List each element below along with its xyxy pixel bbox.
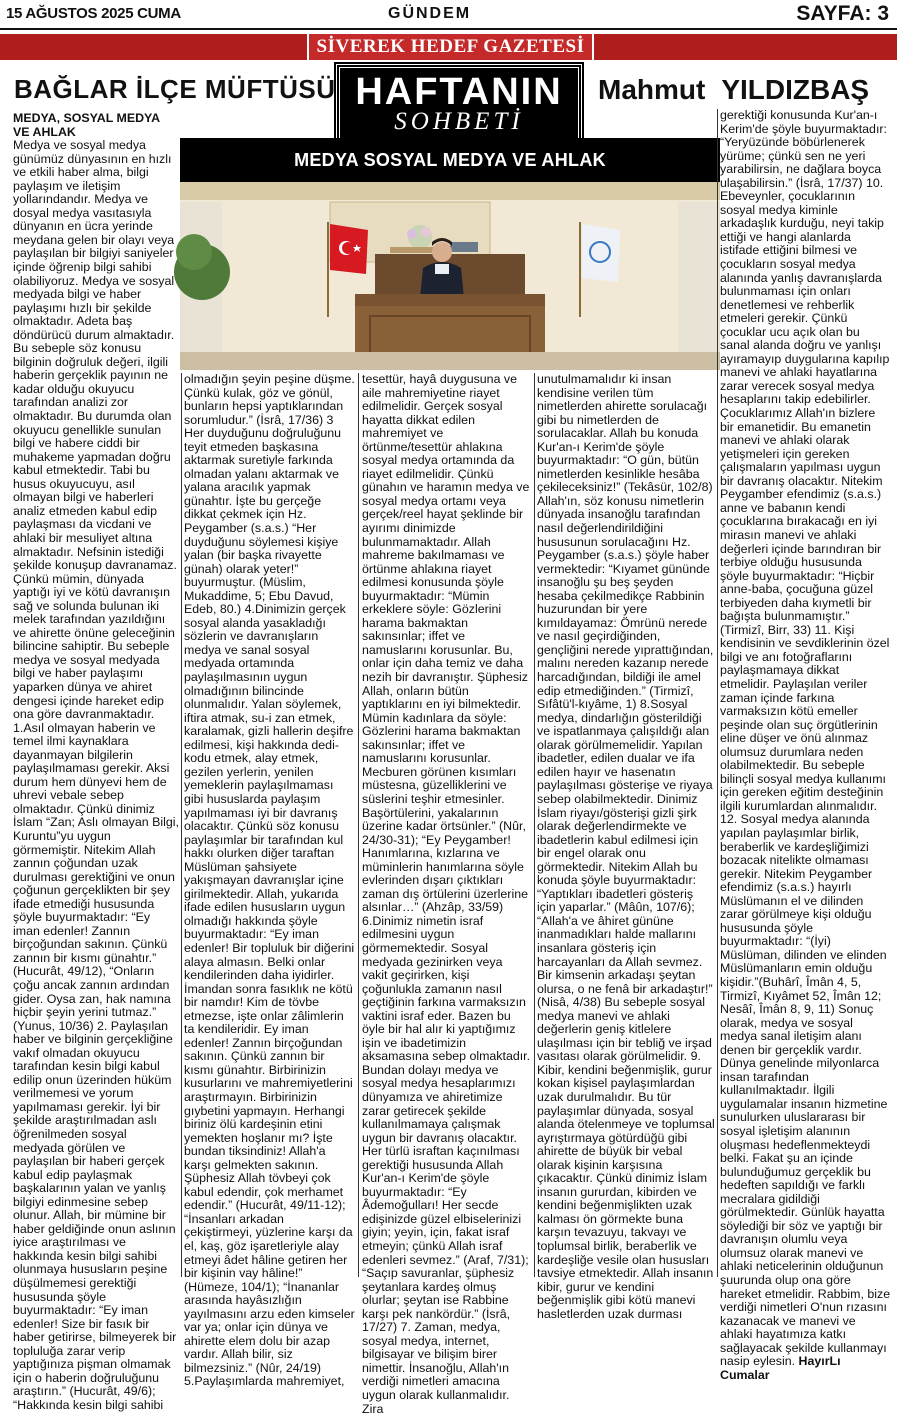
issue-date: 15 AĞUSTOS 2025 CUMA (6, 5, 181, 22)
column-divider (358, 373, 359, 1277)
page-header (0, 0, 897, 30)
article-text: Medya ve sosyal medya günümüz dünyasının en hızlı ve etkili haber alma, bilgi paylaşım ve iletişim yollarındandır. Medya ve dosyal medya vasıtasıyla dünyanın en ücra yerinde meydana gelen bir olayı veya paylaşılan bir bilgiyi saniyeler içinde öğrenip bilgi sahibi olabiliyoruz. Medya ve sosyal medyada bilgi ve haber paylaşımı hızlı bir şekilde olmaktadır. Adeta baş döndürücü durum almaktadır. Bu sebeple söz konusu bilginin doğruluk değeri, ilgili haberin gerçeklik payının ne kadar olduğu okuyucu tarafından analizi zor olmaktadır. Bu durumda olan okuyucu genellikle sunulan bilgi ve habere ciddi bir muhakeme yapmadan doğru kabul etmektedir. Tabi bu husus okuyucuyu, asıl olmayan bilgi ve haberleri analiz etmeden kabul edip paylaşması da vicdani ve ahlaki bir mesuliyet altına almaktadır. Nefsinin istediği şekilde konuşup davranamaz. Çünkü mümin, dünyada yaptığı iyi ve kötü davranışın sağ ve solunda bulunan iki melek tarafından yazıldığını ve ahirette önüne geleceğinin bilincine sahiptir. Bu sebeple medya ve sosyal medyada bilgi ve haber paylaşımı yaparken dünya ve ahiret dengesi içinde hareket edip ona göre davranmaktadır. 1.Asıl olmayan haberin ve temel ilmi kaynaklara dayanmayan bilgilerin paylaşılmaması gerekir. Aksi durum hem dünyevi hem de uhrevi vebale sebep olmaktadır. Çünkü dinimiz İslam “Zan; Aslı olmayan Bilgi, Kuruntu”yu uygun görmemiştir. Nitekim Allah zannın çoğundan uzak durulması gerektiğini ve onun çoğunun gerçeklikten bir şey ifade etmediği hususunda şöyle buyurmaktadır: “Ey iman edenler! Zannın birçoğundan sakının. Çünkü zannın bir kısmı günahtır.” (Hucurât, 49/12), “Onların çoğu ancak zannın ardından gider. Oysa zan, hak namına hiçbir şeyin yerini tutmaz.” (Yunus, 10/36) 2. Paylaşılan haber ve bilginin gerçekliğine vakıf olmadan okuyucu tarafından kesin bilgi kabul edilip onun üzerinden hüküm verilmemesi ve yorum yapılmaması gerekir. İyi bir şekilde araştırılmadan aslı öğrenilmeden sosyal medyada görülen ve paylaşılan bir haberi gerçek kabul edip paylaşmak başkalarının yalan ve yanlış bilgiyi edinmesine sebep olunur. Allah, bir mümine bir haber geldiğinde onun aslının iyice araştırılması ve hakkında kesin bilgi sahibi olunmaya hususların peşine düşülmemesi gerektiği hususunda şöyle buyurmaktadır: “Ey iman edenler! Size bir fasık bir haber getirirse, bilmeyerek bir topluluğa zarar verip yaptığınıza pişman olmamak için o haberin doğruluğunu araştırın.” (Hucurât, 49/6); “Hakkında kesin bilgi sahibi (13, 138, 179, 1412)
newspaper-banner (0, 34, 897, 60)
article-column-4 (537, 372, 715, 1321)
article-text: unutulmamalıdır ki insan kendisine verilen tüm nimetlerden ahirette sorulacağı gibi bu nimetlerden de sorulacaklar. Allah bu konuda Kur'an-ı Kerim'de şöyle buyurmaktadır: “O gün, bütün nimetlerden kesinlikle hesâba çekileceksiniz!” (Tekâsür, 102/8) Allah'ın, söz konusu nimetlerin dünyada insanoğlu tarafından nasıl değerlendirildiğini hususunun sorulacağını Hz. Peygamber (s.a.s.) şöyle haber vermektedir: “Kıyamet gününde insanoğlu şu beş şeyden hesaba çekilmedikçe Rabbinin huzurundan bir yere kımıldayamaz: Ömrünü nerede ve nasıl geçirdiğinden, gençliğini nerede yıprattığından, malını nereden kazanıp nerede harcadığından, bildiği ile amel edip etmediğinden.” (Tirmizî, Sıfâtü'l-kıyâme, 1) 8.Sosyal medya, dindarlığın gösterildiği ve ispatlanmaya çalışıldığı alan olarak görülmemelidir. Yapılan ibadetler, edilen dualar ve ifa edilen hayır ve hasenatın paylaşılması gösterişe ve riyaya sebep olabilmektedir. Dinimiz İslam riyayı/gösterişi gizli şirk olarak değerlendirmekte ve ibadetlerin kabul edilmesi için bir engel olarak onu görmektedir. Nitekim Allah bu konuda şöyle buyurmaktadır: “Yaptıkları ibadetleri gösteriş için yaparlar.” (Mâûn, 107/6); “Allah'a ve âhiret gününe inanmadıkları halde mallarını insanlara gösteriş için harcayanları da Allah sevmez. Bir kimsenin arkadaşı şeytan olursa, o ne fenâ bir arkadaştır!” (Nisâ, 4/38) Bu sebeple sosyal medya manevi ve ahlaki değerlerin geniş kitlelere ulaşılması için bir tebliğ ve irşad vasıtası olarak görülmelidir. 9. Kibir, kendini beğenmişlik, gurur kokan kişisel paylaşımlardan uzak durulmalıdır. Bu tür paylaşımlar dünyada, sosyal alanda ötelenmeye ve toplumsal ayrıştırmaya götürdüğü gibi ahirette de büyük bir vebal olarak kişinin karşısına çıkacaktır. Çünkü dinimiz İslam insanın gururdan, kibirden ve kendini beğenmişlikten uzak kalması ön görmekte buna karşın tevazuyu, takvayı ve toplumsal birlik, beraberlik ve kardeşliğe vesile olan hususları tavsiye etmektedir. Allah insanın kibir, gurur ve kendini beğenmişlik gibi kötü manevi hasletlerden uzak durması (537, 372, 715, 1321)
article-photo (180, 182, 720, 370)
author-first-name: Mahmut (598, 74, 706, 105)
column-logo (336, 64, 582, 144)
newspaper-name: SİVEREK HEDEF GAZETESİ (307, 34, 594, 60)
logo-line-2: SOHBETİ (394, 108, 524, 135)
office-photo-illustration (180, 182, 720, 370)
article-column-1 (13, 111, 179, 1412)
article-column-3 (362, 372, 531, 1416)
page-number: SAYFA: 3 (796, 2, 889, 25)
article-text (720, 109, 891, 1382)
signoff: HayırLı Cumalar (720, 1354, 841, 1382)
article-subtitle: MEDYA, SOSYAL MEDYA VE AHLAK (13, 111, 160, 139)
author-last-name: YILDIZBAŞ (721, 74, 870, 105)
column-divider (534, 373, 535, 1277)
article-text: olmadığın şeyin peşine düşme. Çünkü kulak, göz ve gönül, bunların hepsi yaptıklarından sorumludur.” (İsrâ, 17/36) 3 Her duyduğunu doğruluğunu teyit etmeden başkasına aktarmak suretiyle farkında olmadan yalanı aktarmak ve yalana aracılık yapmak günahtır. İşte bu gerçeğe dikkat çekmek için Hz. Peygamber (s.a.s.) “Her duyduğunu söylemesi kişiye yalan (bir başka rivayette günah) olarak yeter!” buyurmuştur. (Müslim, Mukaddime, 5; Ebu Davud, Edeb, 80.) 4.Dinimizin gerçek sosyal alanda yasakladığı sözlerin ve davranışların medya ve sanal sosyal medyada ortamında paylaşılmasının uygun olmadığının bilincinde olunmalıdır. Yalan söylemek, iftira atmak, su-i zan etmek, karalamak, gizli hallerin deşifre edilmesi, kişi hakkında dedi-kodu etmek, alay etmek, gezilen yerlerin, yenilen yemeklerin paylaşılmaması gibi hususlarda paylaşım yapılmaması iyi bir davranış olacaktır. Çünkü söz konusu paylaşımlar bir tarafından kul hakkı olurken diğer taraftan Müslüman şahsiyete yakışmayan davranışlar içine girilmektedir. Allah, yukarıda ifade edilen hususların uygun olmadığı hakkında şöyle buyurmaktadır: “Ey iman edenler! Bir topluluk bir diğerini alaya almasın. Belki onlar kendilerinden daha iyidirler. İmandan sonra fasıklık ne kötü bir namdır! Kim de tövbe etmezse, işte onlar zâlimlerin ta kendileridir. Ey iman edenler! Zannın birçoğundan sakının. Çünkü zannın bir kısmı günahtır. Birbirinizin kusurlarını ve mahremiyetlerini araştırmayın. Birbirinizin gıybetini yapmayın. Herhangi biriniz ölü kardeşinin etini yemekten hoşlanır mı? İşte bundan tiksindiniz! Allah'a karşı gelmekten sakının. Şüphesiz Allah tövbeyi çok kabul edendir, çok merhamet edendir.” (Hucurât, 49/11-12); “İnsanları arkadan çekiştirmeyi, yüzlerine karşı da el, kaş, göz işaretleriyle alay etmeyi âdet hâline getiren her bir kişinin vay hâline!” (Hümeze, 104/1); “İnananlar arasında hayâsızlığın yayılmasını arzu eden kimseler var ya; onlar için dünya ve ahirette elem dolu bir azap vardır. Allah bilir, siz bilmezsiniz.” (Nûr, 24/19) 5.Paylaşımlarda mahremiyet, (184, 372, 355, 1389)
article-text: tesettür, hayâ duygusuna ve aile mahremiyetine riayet edilmelidir. Gerçek sosyal hayatta dikkat edilen mahremiyet ve örtünme/tesettür ahlakına sosyal medya ortamında da riayet edilmelidir. Çünkü günahın ve haramın medya ve sosyal medya ortamı veya gerçek/reel hayat şeklinde bir ayırımı dinimizde bulunmamaktadır. Allah mahreme bakılmaması ve örtünme ahlakına riayet edilmesi konusunda şöyle buyurmaktadır: “Mümin erkeklere söyle: Gözlerini harama bakmaktan sakınsınlar; iffet ve namuslarını korusunlar. Bu, onlar için daha temiz ve daha nezih bir davranıştır. Şüphesiz Allah, onların bütün yaptıklarını en iyi bilmektedir. Mümin kadınlara da söyle: Gözlerini harama bakmaktan sakınsınlar; iffet ve namuslarını korusunlar. Mecburen görünen kısımları müstesna, güzelliklerini ve süslerini teşhir etmesinler. Başörtülerini, yakalarının üzerine kadar örtsünler.” (Nûr, 24/30-31); “Ey Peygamber! Hanımlarına, kızlarına ve müminlerin hanımlarına söyle evlerinden dışarı çıktıkları zaman dış örtülerini üzerlerine alsınlar…” (Ahzâp, 33/59) 6.Dinimiz nimetin israf edilmesini uygun görmemektedir. Sosyal medyada gezinirken veya vakit geçirirken, kişi çoğunlukla zamanın nasıl geçtiğinin farkına varmaksızın vaktini israf eder. Bazen bu öyle bir hal alır ki yaptığımız işin ve ibadetimizin aksamasına sebep olmaktadır. Bundan dolayı medya ve sosyal medya hesaplarımızı dünyamıza ve ahiretimize zarar getirecek şekilde kullanılmamaya çalışmak uygun bir davranış olacaktır. Her türlü israftan kaçınılması gerektiği hususunda Allah Kur'an-ı Kerim'de şöyle buyurmaktadır: “Ey Âdemoğulları! Her secde edişinizde güzel elbiselerinizi giyin; yeyin, için, fakat israf etmeyin; çünkü Allah israf edenleri sevmez.” (Araf, 7/31); “Saçıp savuranlar, şüphesiz şeytanlara kardeş olmuş olurlar; şeytan ise Rabbine karşı pek nankördür.” (İsrâ, 17/27) 7. Zaman, medya, sosyal medya, internet, bilgisayar ve bilişim birer nimettir. İnsanoğlu, Allah'ın verdiği nimetleri amacına uygun olarak kullanmalıdır. Zira (362, 372, 531, 1416)
author-name (598, 74, 869, 106)
article-text-body: gerektiği konusunda Kur'an-ı Kerim'de şöyle buyurmaktadır: “Yeryüzünde böbürlenerek yürüme; çünkü sen ne yeri yarabilirsin, ne dağlara boyca ulaşabilirsin.” (İsrâ, 17/37) 10. Ebeveynler, çocuklarının sosyal medya kiminle arkadaşlık kurduğu, neyi takip ettiği ve hangi alanlarda istifade ettiğini bilmesi ve çocukların sosyal medya alanında yanlış davranışlarda bulunmaması için onları denetlemesi ve rehberlik etmeleri gerekir. Çünkü çocuklar ucu açık olan bu sanal alanda doğru ve yanlışı ayıramayıp duygularına kapılıp manevi ve ahlaki hayatlarına zarar verecek sosyal medya hesaplarını takip edebilirler. Çocuklarımız Allah'ın bizlere bir emanetidir. Bu emanetin manevi ve ahlaki olarak yetişmeleri için gereken çalışmaların yapılması uygun bir davranış olacaktır. Nitekim Peygamber efendimiz (s.a.s.) anne ve babanın kendi çocuklarına bırakacağı en iyi mirasın manevi ve ahlaki değerleri içinde barındıran bir terbiye olduğu hususunda şöyle buyurmaktadır: “Hiçbir anne-baba, çocuğuna güzel terbiyeden daha kıymetli bir bağışta bulunmamıştır.” (Tirmizî, Birr, 33) 11. Kişi kendisinin ve sevdiklerinin özel bilgi ve anı fotoğraflarını paylaşmamaya dikkat etmelidir. Paylaşılan veriler zaman içinde farkına varmaksızın kötü emeller peşinde olan suç örgütlerinin eline düşer ve önü alınmaz olumsuz durumlara neden olabilmektedir. Bu sebeple bilinçli sosyal medya kullanımı için gereken eğitim desteğinin ilgili kurumlardan alınmalıdır. 12. Sosyal medya alanında yapılan paylaşımlar birlik, beraberlik ve kardeşliğimizi bozacak nitelikte olmaması gerekir. Nitekim Peygamber efendimiz (s.a.s.) hayırlı Müslümanın el ve dilinden zarar görülmeye kişi olduğu hususunda şöyle buyurmaktadır: “(İyi) Müslüman, dilinden ve elinden Müslümanların emin olduğu kişidir.”(Buhârî, Îmân 4, 5, Tirmizî, Kıyâmet 52, Îmân 12; Nesâî, Îmân 8, 9, 11) Sonuç olarak, medya ve sosyal medya sanal iletişim alanı denen bir gerçeklik vardır. Dünya genelinde milyonlarca insan tarafından kullanılmaktadır. İlgili uygulamalar insanın hizmetine sunulurken uluslararası bir sosyal işletişim alanının oluşması hedeflenmekteydi belki. Fakat şu an içinde bulunduğumuz gerçeklik bu hedeften sapıldığı ve farklı mecralara gidildiği görülmektedir. Günlük hayatta söylediği bir söz ve yaptığı bir davranışın olumlu veya olumsuz olarak manevi ve ahlaki neticelerinin olduğunun şuurunda olup ona göre hareket etmelidir. Rabbim, bize verdiği nimetleri O'nun rızasını kazanacak ve manevi ve ahlaki hayatımıza katkı sağlayacak şekilde kullanmayı nasip eylesin. (720, 108, 891, 1369)
column-divider (181, 373, 182, 1277)
column-divider (717, 109, 718, 1277)
section-name: GÜNDEM (388, 5, 472, 22)
article-column-2 (184, 372, 355, 1389)
article-column-5 (720, 108, 891, 1382)
logo-line-1: HAFTANIN (355, 71, 563, 113)
author-title: BAĞLAR İLÇE MÜFTÜSÜ (14, 74, 336, 104)
article-headline: MEDYA SOSYAL MEDYA VE AHLAK (180, 138, 720, 182)
